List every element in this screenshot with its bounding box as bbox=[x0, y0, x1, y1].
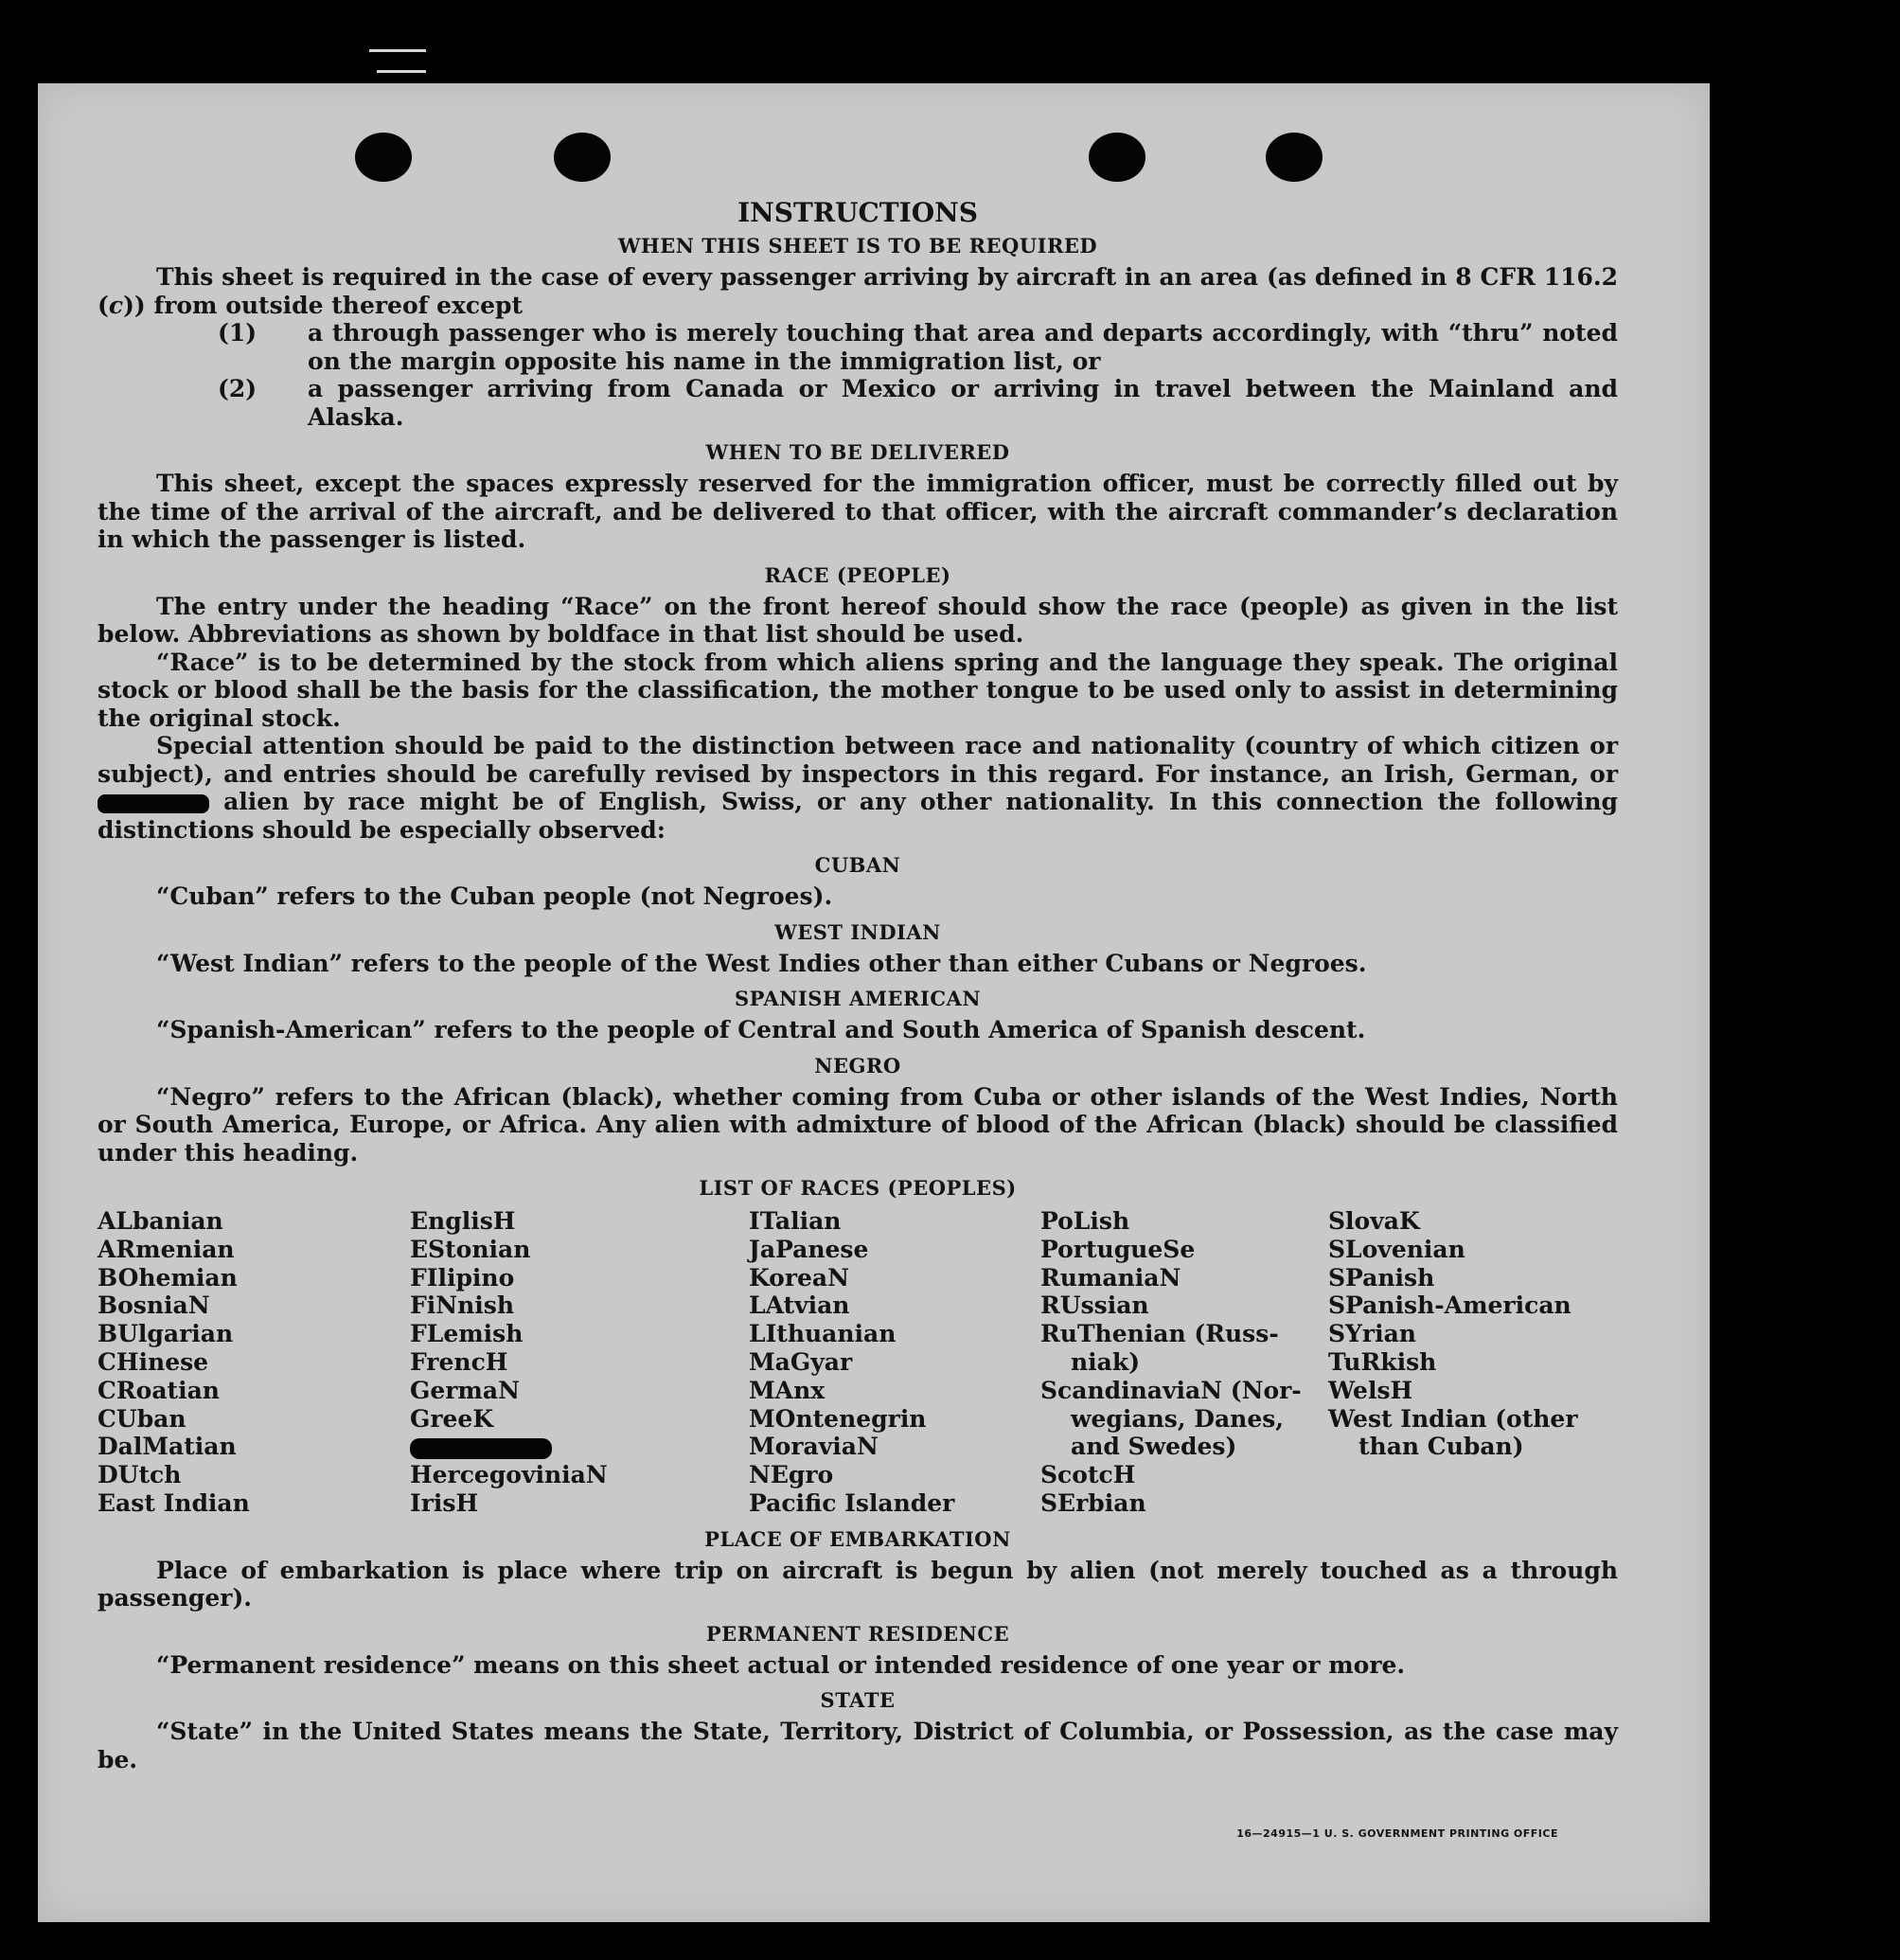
punch-hole bbox=[1266, 133, 1323, 182]
race-entry: ITalian bbox=[749, 1207, 842, 1235]
races-column-3 bbox=[749, 1207, 1040, 1518]
instructions-body bbox=[98, 197, 1618, 1773]
races-column-4 bbox=[1040, 1207, 1328, 1518]
race-entry-continued: wegians, Danes, bbox=[1071, 1404, 1284, 1433]
race-entry: GreeK bbox=[410, 1404, 494, 1433]
when-delivered-text: This sheet, except the spaces expressly reserved for the immigration officer, must be correctly filled out by the time of the arrival of the aircraft, and be delivered to that officer, with the aircraft commander’s declaration in which the passenger is listed. bbox=[98, 470, 1618, 553]
punch-hole bbox=[355, 133, 412, 182]
race-entry: Pacific Islander bbox=[749, 1488, 955, 1517]
race-entry: EnglisH bbox=[410, 1207, 516, 1235]
race-entry: PortugueSe bbox=[1040, 1235, 1196, 1263]
race-entry: ALbanian bbox=[98, 1207, 223, 1235]
race-entry: JaPanese bbox=[749, 1235, 869, 1263]
race-entry: CHinese bbox=[98, 1347, 209, 1376]
spanish-american-text: “Spanish-American” refers to the people of Central and South America of Spanish descent. bbox=[156, 1016, 1366, 1043]
race-paragraph-2: “Race” is to be determined by the stock from which aliens spring and the language they speak. The original stock or blood shall be the basis for the classification, the mother tongue to be used only to assist in determining the original stock. bbox=[98, 648, 1618, 732]
race-entry: HercegoviniaN bbox=[410, 1461, 608, 1489]
negro-text: “Negro” refers to the African (black), whether coming from Cuba or other islands of the West Indies, North or South America, Europe, or Africa. Any alien with admixture of blood of the African (black) should be classified under this heading. bbox=[98, 1082, 1618, 1167]
race-entry: BOhemian bbox=[98, 1263, 238, 1292]
race-entry: MaGyar bbox=[749, 1347, 853, 1376]
embarkation-text: Place of embarkation is place where trip on aircraft is begun by alien (not merely touched as a through passenger). bbox=[98, 1556, 1618, 1613]
race-entry: MOntenegrin bbox=[749, 1404, 927, 1433]
race-entry: KoreaN bbox=[749, 1263, 849, 1292]
race-entry: ScotcH bbox=[1040, 1461, 1136, 1489]
race-entry: MAnx bbox=[749, 1376, 826, 1404]
race-entry: RumaniaN bbox=[1040, 1263, 1181, 1292]
punch-hole bbox=[554, 133, 611, 182]
race-entry: SPanish-American bbox=[1328, 1292, 1571, 1320]
race-entry: LAtvian bbox=[749, 1292, 850, 1320]
section-heading-permanent-residence: PERMANENT RESIDENCE bbox=[705, 1621, 1010, 1646]
printing-office-footer: 16—24915—1 U. S. GOVERNMENT PRINTING OFFICE bbox=[1236, 1827, 1558, 1840]
section-heading-when-required: WHEN THIS SHEET IS TO BE REQUIRED bbox=[617, 234, 1098, 258]
redaction-mark bbox=[98, 794, 209, 813]
exception-item: (2) a passenger arriving from Canada or Mexico or arriving in travel between the Mainland and Alaska. bbox=[218, 375, 1618, 431]
race-entry: ARmenian bbox=[98, 1235, 235, 1263]
state-text: “State” in the United States means the State, Territory, District of Columbia, or Possession, as the case may be. bbox=[98, 1718, 1618, 1773]
race-entry: FLemish bbox=[410, 1320, 524, 1348]
section-heading-cuban: CUBAN bbox=[814, 853, 901, 877]
punch-hole bbox=[1089, 133, 1145, 182]
race-entry: GermaN bbox=[410, 1376, 520, 1404]
race-entry: DUtch bbox=[98, 1461, 182, 1489]
races-column-1 bbox=[98, 1207, 410, 1518]
exception-list bbox=[98, 319, 1618, 431]
race-entry: IrisH bbox=[410, 1488, 479, 1517]
cuban-text: “Cuban” refers to the Cuban people (not Negroes). bbox=[156, 882, 833, 910]
race-entry: RUssian bbox=[1040, 1292, 1149, 1320]
race-entry: East Indian bbox=[98, 1488, 250, 1517]
race-entry: CUban bbox=[98, 1404, 186, 1433]
race-entry: TuRkish bbox=[1328, 1347, 1437, 1376]
race-entry: SYrian bbox=[1328, 1320, 1416, 1348]
races-list bbox=[98, 1207, 1618, 1518]
race-entry: ScandinaviaN (Nor- bbox=[1040, 1376, 1302, 1404]
race-entry: BUlgarian bbox=[98, 1320, 234, 1348]
race-entry: SlovaK bbox=[1328, 1207, 1420, 1235]
race-entry-continued: than Cuban) bbox=[1358, 1433, 1524, 1461]
race-entry: LIthuanian bbox=[749, 1320, 897, 1348]
section-heading-negro: NEGRO bbox=[814, 1053, 901, 1078]
section-heading-list-of-races: LIST OF RACES (PEOPLES) bbox=[699, 1176, 1017, 1200]
race-entry: FiNnish bbox=[410, 1292, 515, 1320]
race-entry: CRoatian bbox=[98, 1376, 220, 1404]
races-column-5 bbox=[1328, 1207, 1578, 1518]
race-entry: WelsH bbox=[1328, 1376, 1413, 1404]
race-entry: SLovenian bbox=[1328, 1235, 1465, 1263]
race-paragraph-1: The entry under the heading “Race” on the front hereof should show the race (people) as given in the list below. Abbreviations as shown by boldface in that list should be used. bbox=[98, 592, 1618, 648]
race-entry: PoLish bbox=[1040, 1207, 1130, 1235]
race-entry: DalMatian bbox=[98, 1433, 237, 1461]
permanent-residence-text: “Permanent residence” means on this sheet actual or intended residence of one year or more. bbox=[156, 1650, 1406, 1679]
race-entry: RuThenian (Russ- bbox=[1040, 1320, 1279, 1348]
section-heading-spanish-american: SPANISH AMERICAN bbox=[734, 987, 982, 1010]
race-entry: MoraviaN bbox=[749, 1433, 879, 1461]
west-indian-text: “West Indian” refers to the people of the West Indies other than either Cubans or Negroes. bbox=[156, 949, 1367, 977]
race-entry: FrencH bbox=[410, 1347, 508, 1376]
section-heading-when-delivered: WHEN TO BE DELIVERED bbox=[705, 440, 1010, 464]
race-entry: BosniaN bbox=[98, 1292, 210, 1320]
section-heading-west-indian: WEST INDIAN bbox=[774, 919, 941, 944]
race-entry: FIlipino bbox=[410, 1263, 515, 1292]
section-heading-race: RACE (PEOPLE) bbox=[764, 562, 951, 587]
page-title: INSTRUCTIONS bbox=[737, 197, 978, 228]
section-heading-state: STATE bbox=[820, 1688, 896, 1713]
race-entry-continued: and Swedes) bbox=[1071, 1433, 1237, 1461]
race-entry: SErbian bbox=[1040, 1488, 1146, 1517]
race-entry: West Indian (other bbox=[1328, 1404, 1578, 1433]
exception-item: (1) a through passenger who is merely touching that area and departs accordingly, with “thru” noted on the margin opposite his name in the immigration list, or bbox=[218, 319, 1618, 375]
race-entry: SPanish bbox=[1328, 1263, 1435, 1292]
race-entry: EStonian bbox=[410, 1235, 531, 1263]
scan-edge-marks bbox=[369, 49, 483, 78]
form-sheet bbox=[38, 83, 1710, 1922]
race-entry: NEgro bbox=[749, 1461, 834, 1489]
races-column-2 bbox=[410, 1207, 749, 1518]
redaction-mark bbox=[410, 1438, 552, 1459]
race-paragraph-3: Special attention should be paid to the distinction between race and nationality (country of which citizen or subject), and entries should be carefully revised by inspectors in this regard. For instance, an Irish, German, or alien by race might be of English, Swiss, or any other nationality. In this connection the following distinctions should be especially observed: bbox=[98, 732, 1618, 844]
section-heading-embarkation: PLACE OF EMBARKATION bbox=[704, 1526, 1011, 1551]
race-entry-continued: niak) bbox=[1071, 1347, 1141, 1376]
when-required-intro: This sheet is required in the case of every passenger arriving by aircraft in an area (as defined in 8 CFR 116.2 (c)) from outside thereof except bbox=[98, 263, 1618, 319]
race-entry-redacted bbox=[410, 1433, 749, 1461]
